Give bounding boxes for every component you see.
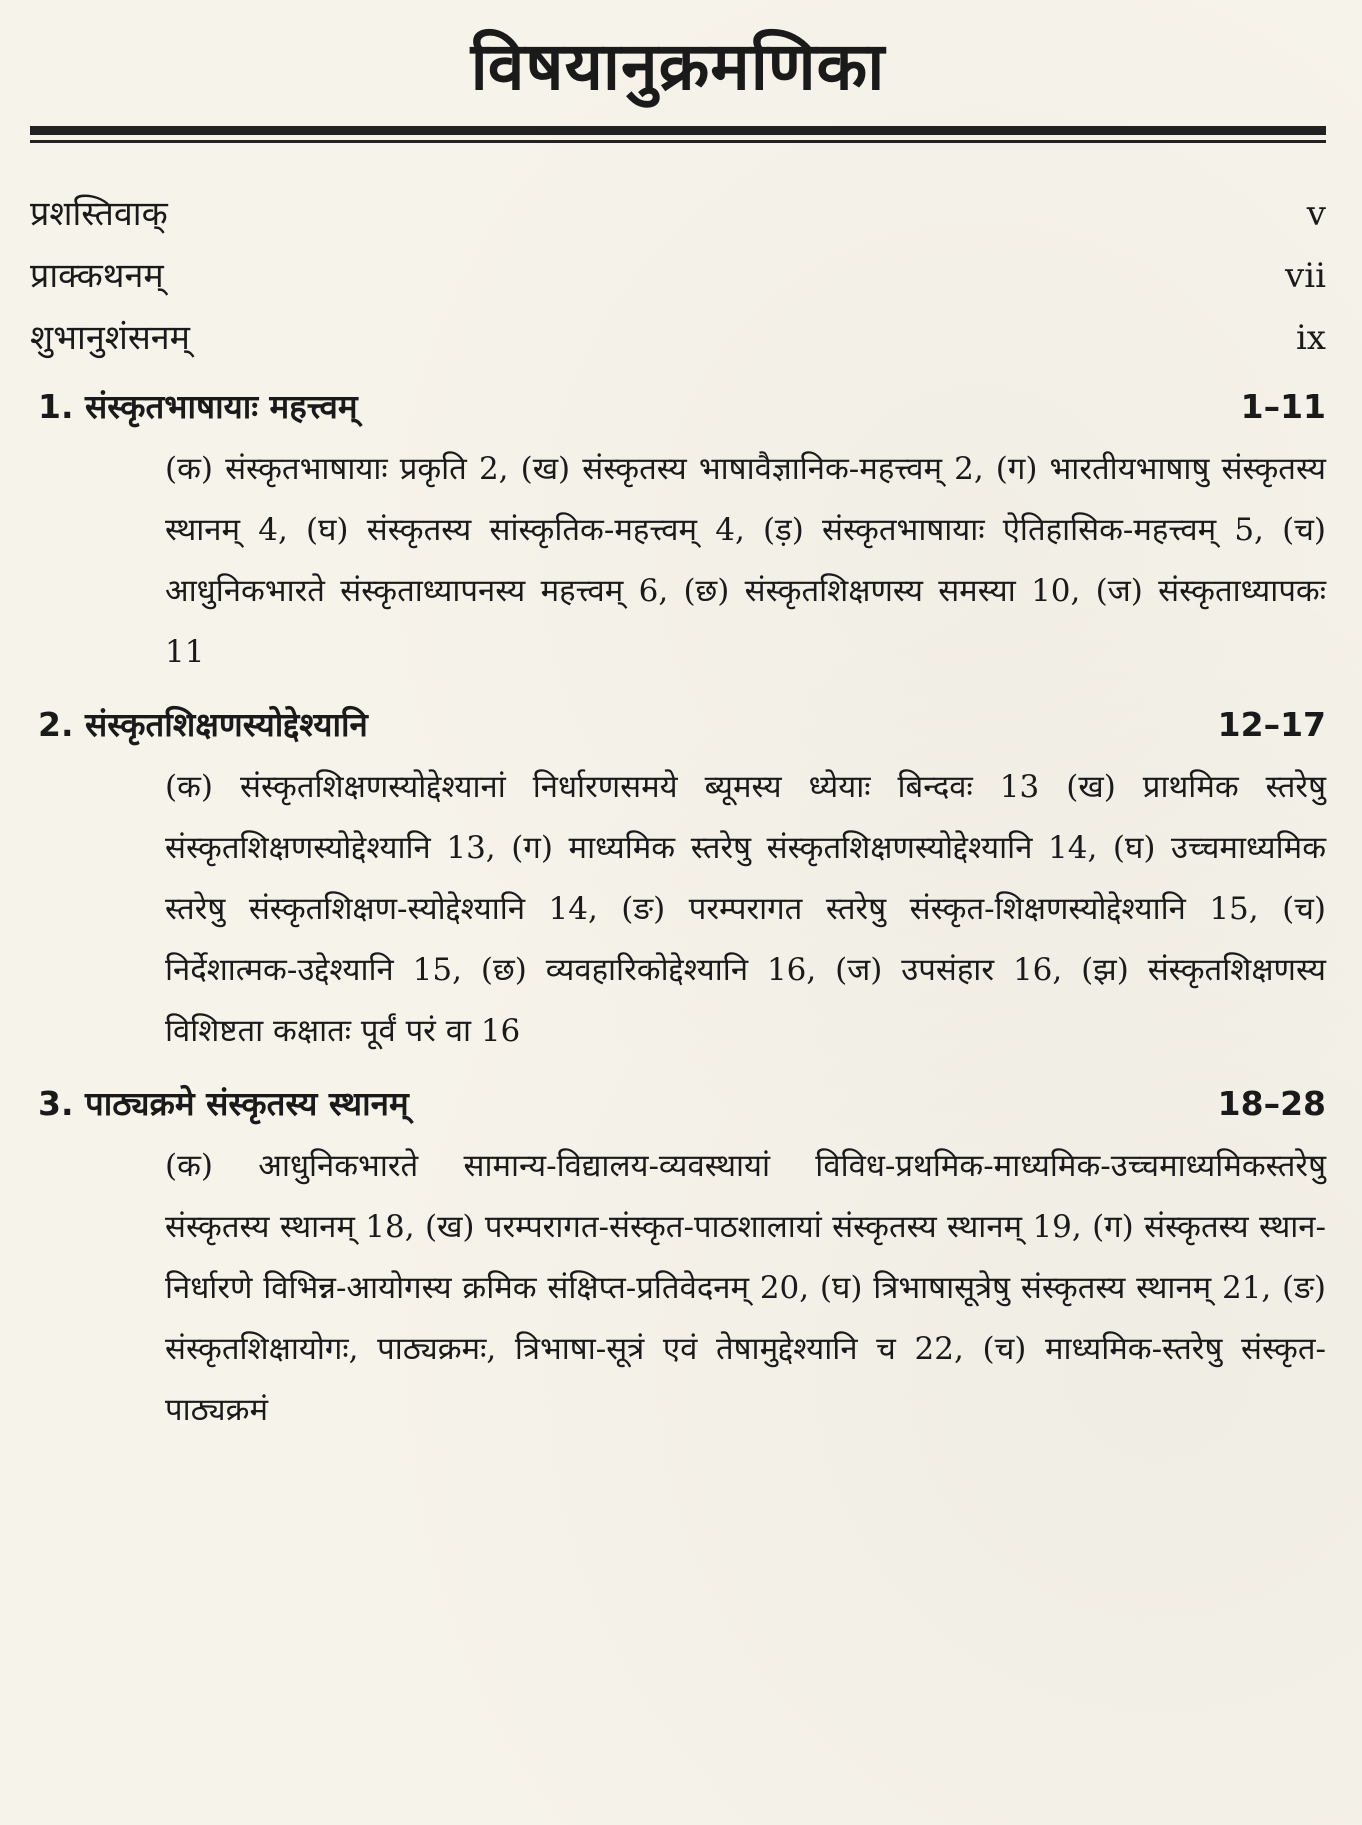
toc-front-matter-row bbox=[30, 183, 1326, 245]
chapter-page-range: 12–17 bbox=[1217, 705, 1326, 744]
title-rule-thick bbox=[30, 126, 1326, 135]
toc-entry-label: शुभानुशंसनम् bbox=[30, 318, 191, 358]
chapter-title: 2. संस्कृतशिक्षणस्योद्देश्यानि bbox=[38, 705, 368, 744]
chapter-page-range: 18–28 bbox=[1217, 1084, 1326, 1123]
toc-chapter-3 bbox=[30, 1072, 1326, 1445]
toc-entry-page: v bbox=[1306, 194, 1326, 234]
title-rule-thin bbox=[30, 140, 1326, 143]
chapter-title: 1. संस्कृतभाषायाः महत्त्वम् bbox=[38, 387, 358, 426]
chapter-heading bbox=[38, 1072, 1326, 1136]
toc-chapter-1 bbox=[30, 375, 1326, 687]
chapter-heading bbox=[38, 375, 1326, 439]
chapter-subtopics: (क) संस्कृतभाषायाः प्रकृति 2, (ख) संस्कृतस्य भाषावैज्ञानिक-महत्त्वम् 2, (ग) भारतीयभाषाषु संस्कृतस्य स्थानम् 4, (घ) संस्कृतस्य सांस्कृतिक-महत्त्वम् 4, (ड़) संस्कृतभाषायाः ऐतिहासिक-महत्त्वम् 5, (च) आधुनिकभारते संस्कृताध्यापनस्य महत्त्वम् 6, (छ) संस्कृतशिक्षणस्य समस्या 10, (ज) संस्कृताध्यापकः 11 bbox=[165, 451, 1326, 670]
toc-entry-page: ix bbox=[1295, 318, 1326, 358]
table-of-contents bbox=[30, 183, 1326, 1445]
toc-front-matter-row bbox=[30, 245, 1326, 307]
chapter-subtopics: (क) आधुनिकभारते सामान्य-विद्यालय-व्यवस्थायां विविध-प्रथमिक-माध्यमिक-उच्चमाध्यमिकस्तरेषु संस्कृतस्य स्थानम् 18, (ख) परम्परागत-संस्कृत-पाठशालायां संस्कृतस्य स्थानम् 19, (ग) संस्कृतस्य स्थान-निर्धारणे विभिन्न-आयोगस्य क्रमिक संक्षिप्त-प्रतिवेदनम् 20, (घ) त्रिभाषासूत्रेषु संस्कृतस्य स्थानम् 21, (ङ) संस्कृतशिक्षायोगः, पाठ्यक्रमः, त्रिभाषा-सूत्रं एवं तेषामुद्देश्यानि च 22, (च) माध्यमिक-स्तरेषु संस्कृत-पाठ्यक्रमं bbox=[165, 1148, 1326, 1428]
page-title: विषयानुक्रमणिका bbox=[470, 28, 886, 105]
chapter-page-range: 1–11 bbox=[1240, 387, 1326, 426]
chapter-title: 3. पाठ्यक्रमे संस्कृतस्य स्थानम् bbox=[38, 1084, 409, 1123]
chapter-heading bbox=[38, 693, 1326, 757]
chapter-subtopics: (क) संस्कृतशिक्षणस्योद्देश्यानां निर्धारणसमये ब्यूमस्य ध्येयाः बिन्दवः 13 (ख) प्राथमिक स्तरेषु संस्कृतशिक्षणस्योद्देश्यानि 13, (ग) माध्यमिक स्तरेषु संस्कृतशिक्षणस्योद्देश्यानि 14, (घ) उच्चमाध्यमिक स्तरेषु संस्कृतशिक्षण-स्योद्देश्यानि 14, (ङ) परम्परागत स्तरेषु संस्कृत-शिक्षणस्योद्देश्यानि 15, (च) निर्देशात्मक-उद्देश्यानि 15, (छ) व्यवहारिकोद्देश्यानि 16, (ज) उपसंहार 16, (झ) संस्कृतशिक्षणस्य विशिष्टता कक्षातः पूर्वं परं वा 16 bbox=[165, 769, 1326, 1049]
toc-entry-page: vii bbox=[1285, 256, 1326, 296]
toc-entry-label: प्राक्कथनम् bbox=[30, 256, 164, 296]
toc-entry-label: प्रशस्तिवाक् bbox=[30, 194, 168, 234]
toc-front-matter-row bbox=[30, 307, 1326, 369]
toc-chapter-2 bbox=[30, 693, 1326, 1066]
